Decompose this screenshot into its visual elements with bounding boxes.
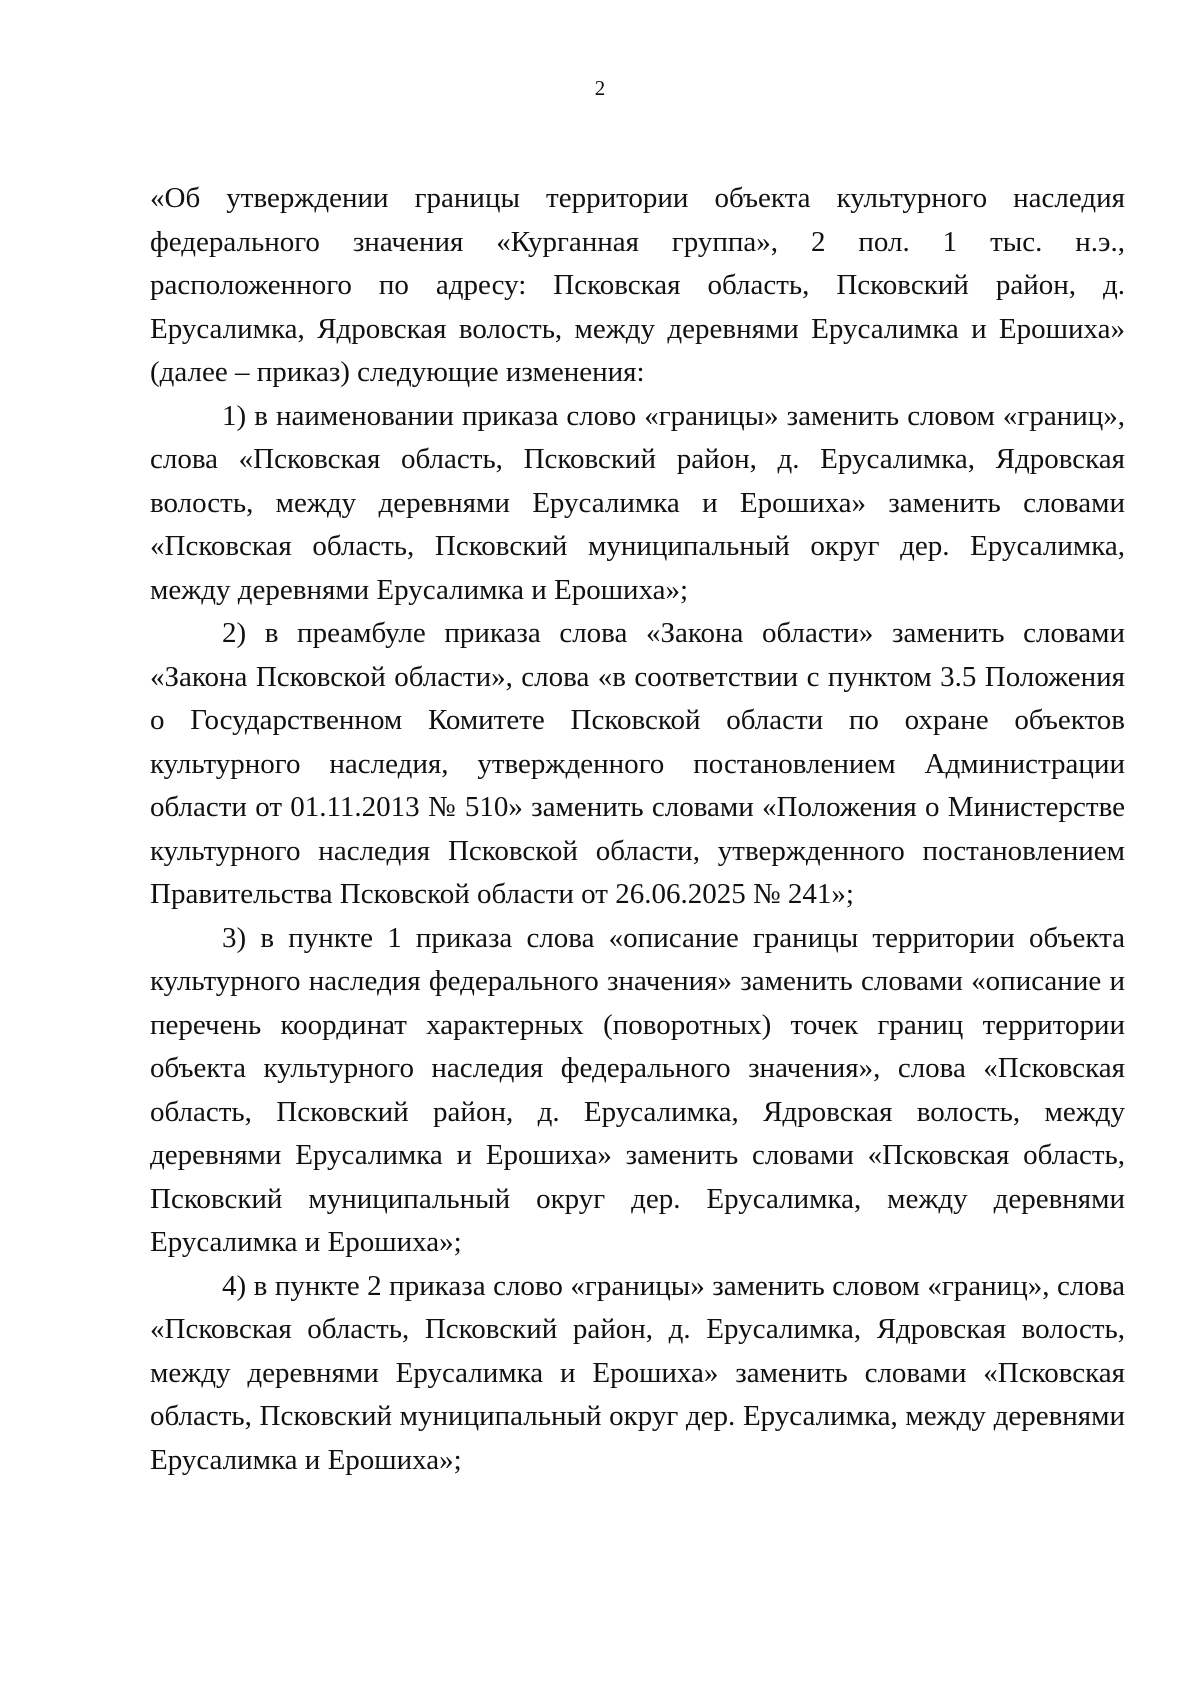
paragraph-item-3: 3) в пункте 1 приказа слова «описание границы территории объекта культурного наследия федерального значения» заменить словами «описание и перечень координат характерных (поворотных) точек границ территории объекта культурного наследия федерального значения», слова «Псковская область, Псковский район, д. Ерусалимка, Ядровская волость, между деревнями Ерусалимка и Ерошиха» заменить словами «Псковская область, Псковский муниципальный округ дер. Ерусалимка, между деревнями Ерусалимка и Ерошиха»; [150,921,1125,1258]
page-number: 2 [594,76,606,100]
document-body [150,177,1125,1482]
paragraph-intro: «Об утверждении границы территории объекта культурного наследия федерального значения «Курганная группа», 2 пол. 1 тыс. н.э., расположенного по адресу: Псковская область, Псковский район, д. Ерусалимка, Ядровская волость, между деревнями Ерусалимка и Ерошиха» (далее – приказ) следующие изменения: [150,182,1125,388]
paragraph-item-4: 4) в пункте 2 приказа слово «границы» заменить словом «границ», слова «Псковская область, Псковский район, д. Ерусалимка, Ядровская волость, между деревнями Ерусалимка и Ерошиха» заменить словами «Псковская область, Псковский муниципальный округ дер. Ерусалимка, между деревнями Ерусалимка и Ерошиха»; [150,1269,1125,1476]
paragraph-item-2: 2) в преамбуле приказа слова «Закона области» заменить словами «Закона Псковской области», слова «в соответствии с пунктом 3.5 Положения о Государственном Комитете Псковской области по охране объектов культурного наследия, утвержденного постановлением Администрации области от 01.11.2013 № 510» заменить словами «Положения о Министерстве культурного наследия Псковской области, утвержденного постановлением Правительства Псковской области от 26.06.2025 № 241»; [150,617,1125,910]
paragraph-item-1: 1) в наименовании приказа слово «границы» заменить словом «границ», слова «Псковская область, Псковский район, д. Ерусалимка, Ядровская волость, между деревнями Ерусалимка и Ерошиха» заменить словами «Псковская область, Псковский муниципальный округ дер. Ерусалимка, между деревнями Ерусалимка и Ерошиха»; [150,399,1125,606]
